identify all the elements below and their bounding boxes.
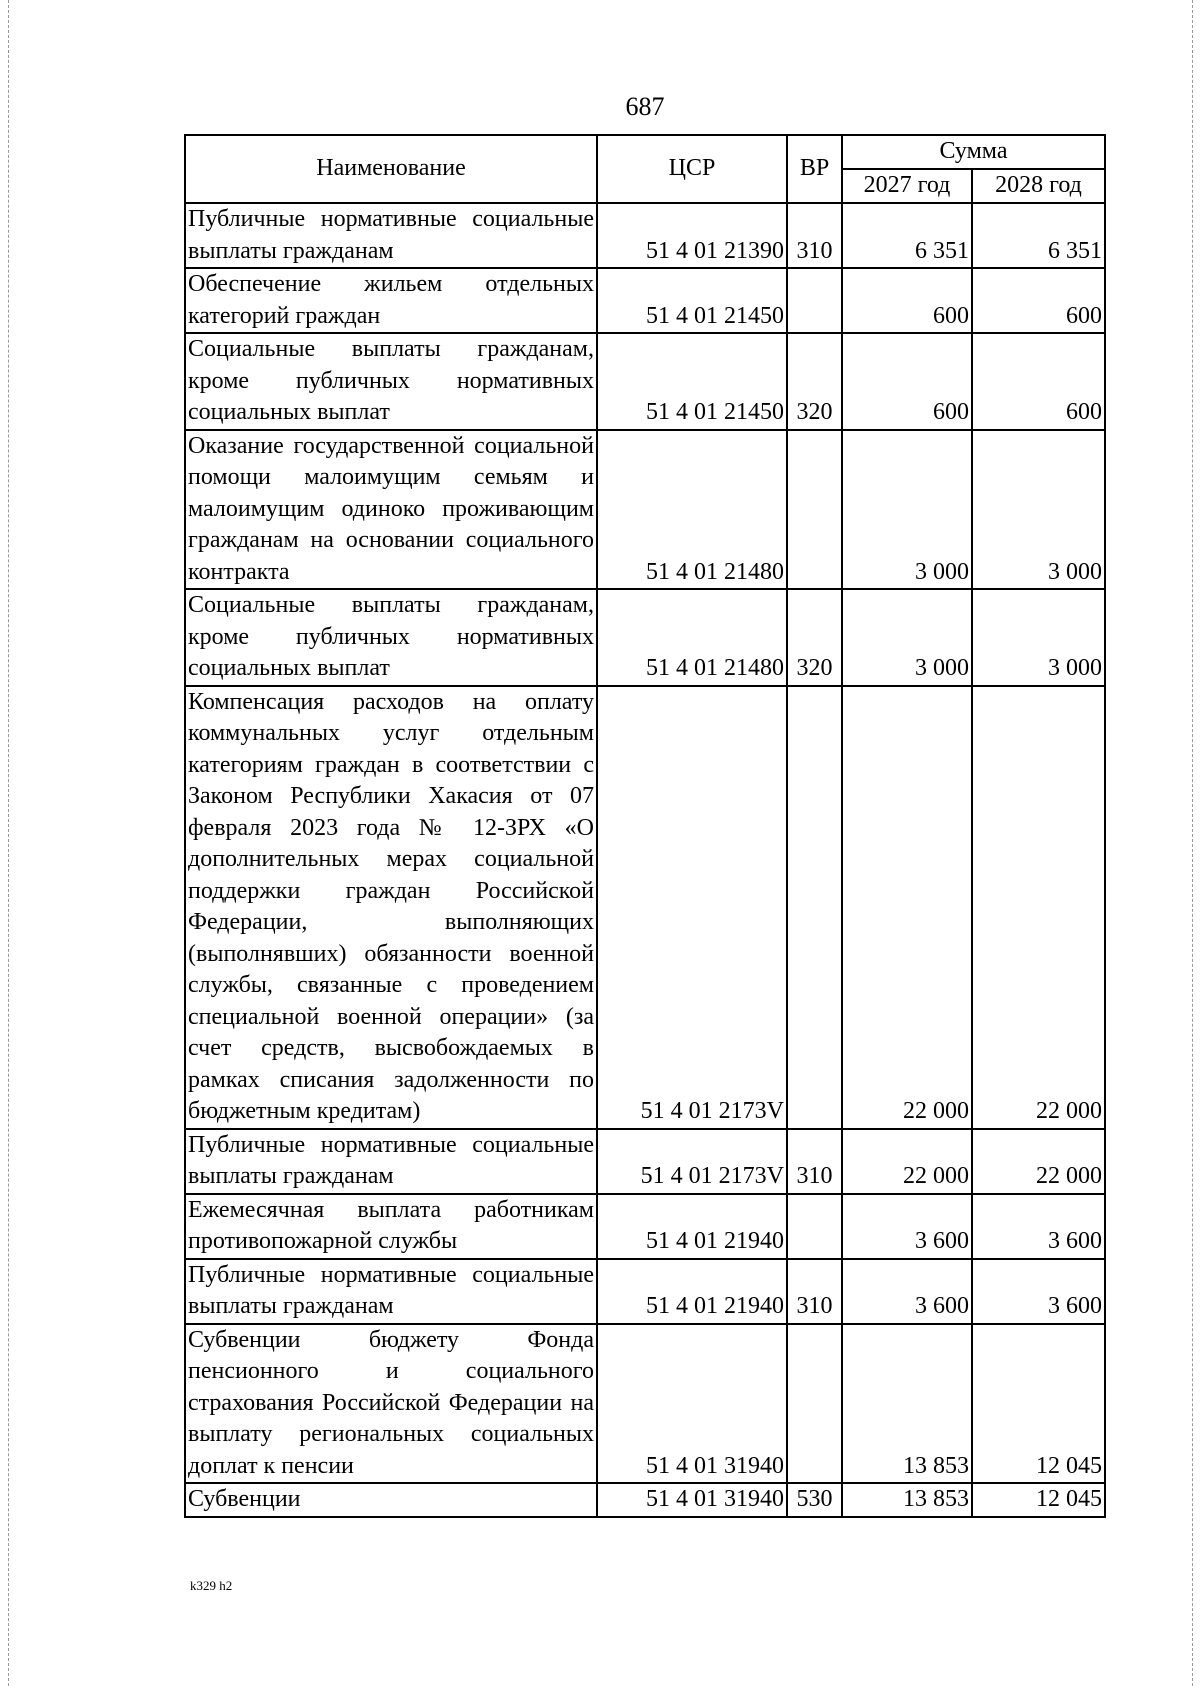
row-sum-2028: 6 351 [972,203,1105,268]
row-csr: 51 4 01 2173V [597,686,787,1129]
row-sum-2028: 12 045 [972,1324,1105,1484]
table-row [185,268,1105,333]
row-vr [787,1324,842,1484]
page-number: 687 [625,92,665,121]
row-sum-2028: 3 600 [972,1259,1105,1324]
row-sum-2028: 3 600 [972,1194,1105,1259]
row-vr: 310 [787,1129,842,1194]
table-row [185,1129,1105,1194]
row-name: Оказание государственной социальной помощи малоимущим семьям и малоимущим одиноко проживающим гражданам на основании социального контракта [185,430,597,590]
row-sum-2027: 600 [842,268,972,333]
table-row [185,686,1105,1129]
row-csr: 51 4 01 21480 [597,589,787,686]
row-csr: 51 4 01 21480 [597,430,787,590]
row-csr: 51 4 01 21450 [597,268,787,333]
row-csr: 51 4 01 2173V [597,1129,787,1194]
row-name: Публичные нормативные социальные выплаты гражданам [185,203,597,268]
table-row [185,589,1105,686]
header-csr: ЦСР [597,135,787,203]
table-row [185,1194,1105,1259]
header-year-2027: 2027 год [842,169,972,203]
row-sum-2028: 3 000 [972,589,1105,686]
footer-code: k329 h2 [190,1578,233,1593]
row-sum-2027: 13 853 [842,1324,972,1484]
row-vr: 530 [787,1483,842,1517]
row-sum-2027: 3 000 [842,589,972,686]
row-sum-2028: 12 045 [972,1483,1105,1517]
table-row [185,1483,1105,1517]
row-name: Социальные выплаты гражданам, кроме публичных нормативных социальных выплат [185,589,597,686]
row-vr [787,686,842,1129]
row-sum-2028: 22 000 [972,686,1105,1129]
row-sum-2028: 22 000 [972,1129,1105,1194]
row-sum-2028: 600 [972,268,1105,333]
row-csr: 51 4 01 21940 [597,1259,787,1324]
scan-edge-right [1192,0,1193,1686]
row-sum-2027: 3 600 [842,1194,972,1259]
header-year-2028: 2028 год [972,169,1105,203]
row-sum-2027: 6 351 [842,203,972,268]
row-sum-2027: 3 000 [842,430,972,590]
row-vr [787,430,842,590]
header-sum: Сумма [842,135,1105,169]
row-name: Обеспечение жильем отдельных категорий граждан [185,268,597,333]
row-vr: 310 [787,1259,842,1324]
table-row [185,1324,1105,1484]
row-name: Субвенции [185,1483,597,1517]
row-name: Ежемесячная выплата работникам противопожарной службы [185,1194,597,1259]
scan-edge-left [8,0,9,1686]
row-csr: 51 4 01 31940 [597,1483,787,1517]
table-row [185,1259,1105,1324]
row-csr: 51 4 01 31940 [597,1324,787,1484]
table-row [185,203,1105,268]
row-name: Социальные выплаты гражданам, кроме публичных нормативных социальных выплат [185,333,597,430]
row-vr: 310 [787,203,842,268]
row-name: Публичные нормативные социальные выплаты гражданам [185,1129,597,1194]
row-sum-2027: 22 000 [842,1129,972,1194]
budget-table [184,134,1106,1518]
header-vr: ВР [787,135,842,203]
row-name: Субвенции бюджету Фонда пенсионного и социального страхования Российской Федерации на выплату региональных социальных доплат к пенсии [185,1324,597,1484]
table-body [185,203,1105,1517]
row-vr [787,268,842,333]
row-vr: 320 [787,589,842,686]
row-sum-2028: 3 000 [972,430,1105,590]
table-row [185,333,1105,430]
row-name: Компенсация расходов на оплату коммунальных услуг отдельным категориям граждан в соответствии с Законом Республики Хакасия от 07 февраля 2023 года № 12-ЗРХ «О дополнительных мерах социальной поддержки граждан Российской Федерации, выполняющих (выполнявших) обязанности военной службы, связанные с проведением специальной военной операции» (за счет средств, высвобождаемых в рамках списания задолженности по бюджетным кредитам) [185,686,597,1129]
row-csr: 51 4 01 21450 [597,333,787,430]
row-vr [787,1194,842,1259]
row-csr: 51 4 01 21940 [597,1194,787,1259]
row-name: Публичные нормативные социальные выплаты гражданам [185,1259,597,1324]
row-sum-2028: 600 [972,333,1105,430]
row-vr: 320 [787,333,842,430]
row-sum-2027: 13 853 [842,1483,972,1517]
row-sum-2027: 22 000 [842,686,972,1129]
table-row [185,430,1105,590]
row-csr: 51 4 01 21390 [597,203,787,268]
row-sum-2027: 600 [842,333,972,430]
table-header [185,135,1105,203]
header-name: Наименование [185,135,597,203]
row-sum-2027: 3 600 [842,1259,972,1324]
